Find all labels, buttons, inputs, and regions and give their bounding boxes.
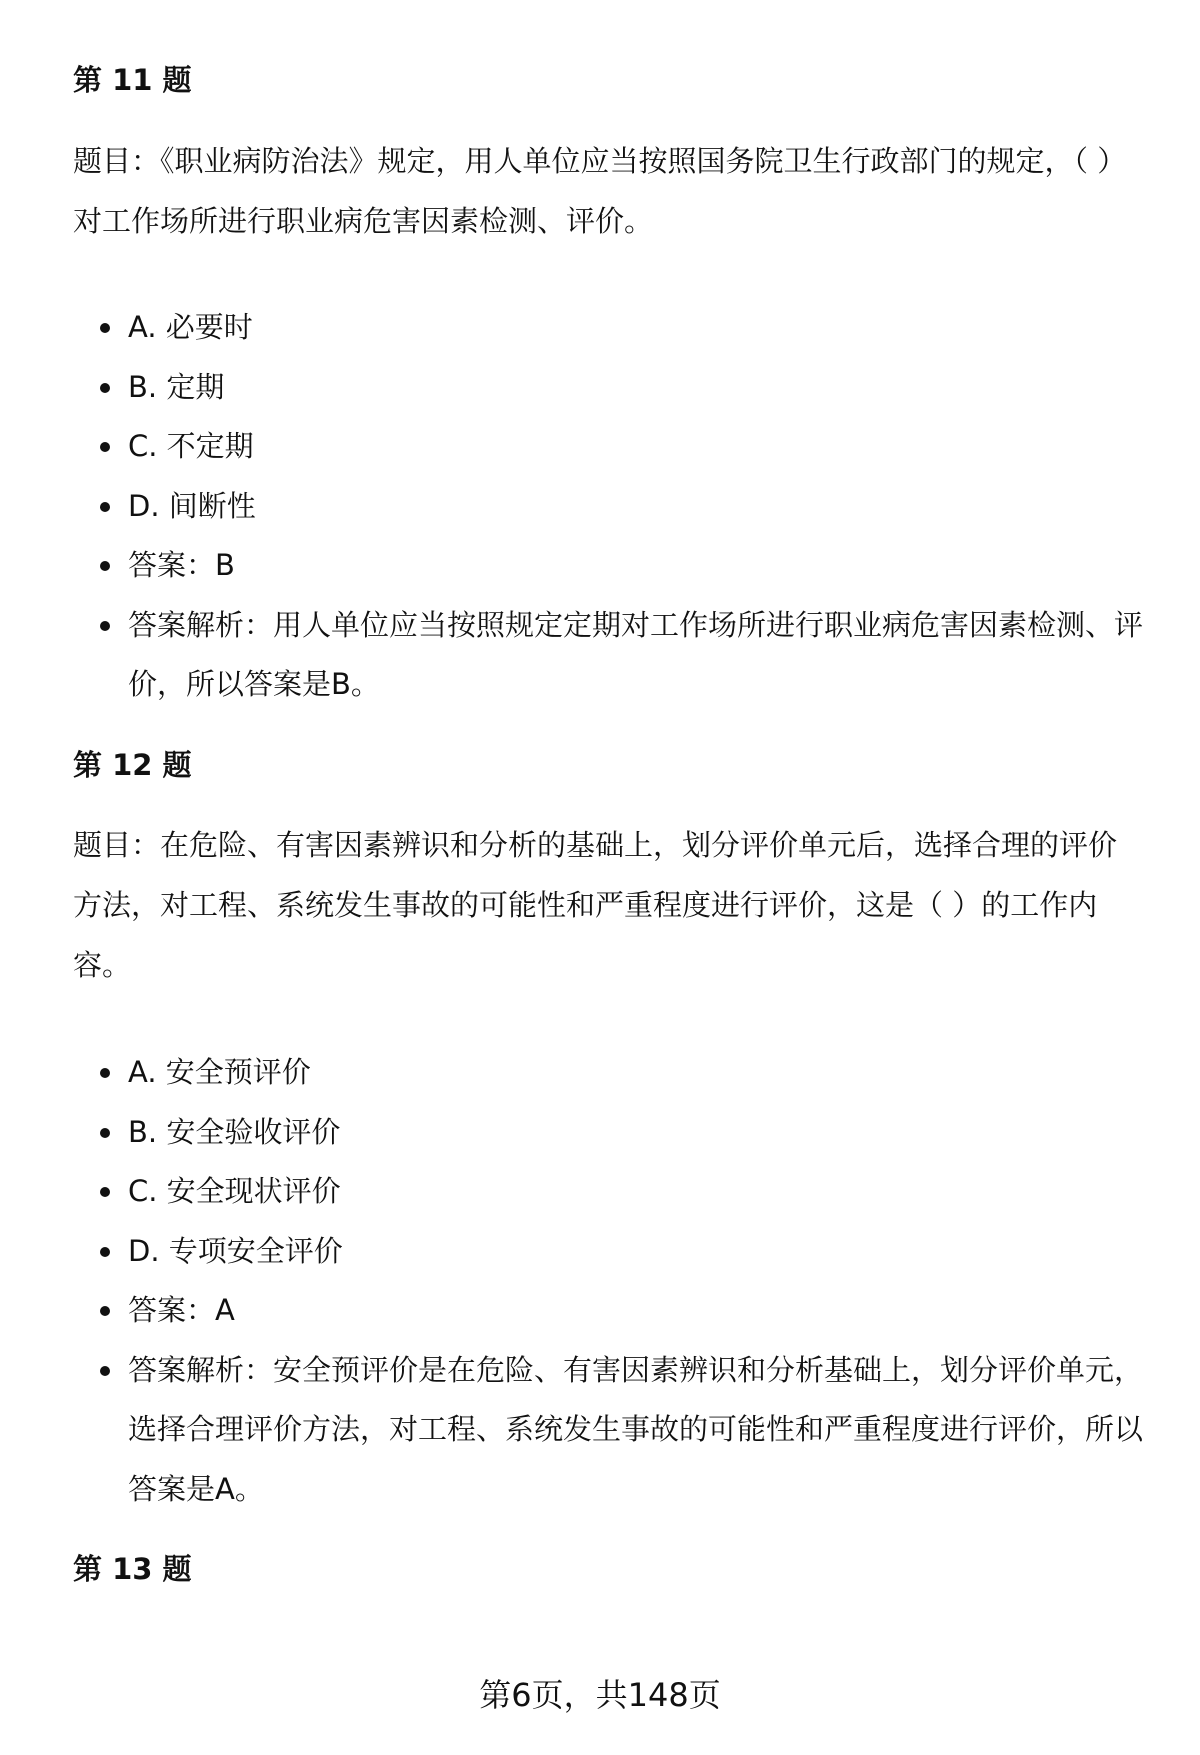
answer-text: 答案：A xyxy=(128,1293,235,1327)
question-11-heading: 第 11 题 xyxy=(73,63,192,97)
option-d xyxy=(73,477,1143,537)
question-12-stem: 题目：在危险、有害因素辨识和分析的基础上，划分评价单元后，选择合理的评价方法，对工程、系统发生事故的可能性和严重程度进行评价，这是（ ）的工作内容。 xyxy=(73,828,1118,982)
answer-line xyxy=(73,1281,1143,1341)
option-text: A. 必要时 xyxy=(128,310,253,344)
bullet-icon xyxy=(100,323,110,333)
bullet-icon xyxy=(100,561,110,571)
question-13-heading: 第 13 题 xyxy=(73,1552,192,1586)
question-12-options xyxy=(73,1043,1143,1519)
option-a xyxy=(73,298,1143,358)
option-text: C. 安全现状评价 xyxy=(128,1174,341,1208)
answer-text: 答案：B xyxy=(128,548,235,582)
option-b xyxy=(73,1103,1143,1163)
bullet-icon xyxy=(100,1187,110,1197)
option-c xyxy=(73,417,1143,477)
bullet-icon xyxy=(100,1068,110,1078)
analysis-text: 答案解析：安全预评价是在危险、有害因素辨识和分析基础上，划分评价单元，选择合理评价方法，对工程、系统发生事故的可能性和严重程度进行评价，所以答案是A。 xyxy=(128,1352,1144,1506)
option-text: D. 专项安全评价 xyxy=(128,1233,343,1268)
bullet-icon xyxy=(100,502,110,512)
option-c xyxy=(73,1162,1143,1222)
question-12-heading: 第 12 题 xyxy=(73,748,192,782)
bullet-icon xyxy=(100,1306,110,1316)
analysis-line xyxy=(73,1341,1143,1520)
option-b xyxy=(73,358,1143,418)
page-number: 第6页，共148页 xyxy=(479,1676,721,1714)
question-11-options xyxy=(73,298,1143,715)
bullet-icon xyxy=(100,383,110,393)
analysis-text: 答案解析：用人单位应当按照规定定期对工作场所进行职业病危害因素检测、评价，所以答案是B。 xyxy=(128,607,1144,701)
option-d xyxy=(73,1222,1143,1282)
question-11-stem: 题目：《职业病防治法》规定，用人单位应当按照国务院卫生行政部门的规定，（ ）对工作场所进行职业病危害因素检测、评价。 xyxy=(73,144,1127,238)
bullet-icon xyxy=(100,1128,110,1138)
option-text: B. 定期 xyxy=(128,369,225,404)
bullet-icon xyxy=(100,621,110,631)
bullet-icon xyxy=(100,1247,110,1257)
bullet-icon xyxy=(100,442,110,452)
option-a xyxy=(73,1043,1143,1103)
option-text: D. 间断性 xyxy=(128,488,256,523)
option-text: B. 安全验收评价 xyxy=(128,1114,341,1149)
bullet-icon xyxy=(100,1366,110,1376)
analysis-line xyxy=(73,596,1143,715)
option-text: C. 不定期 xyxy=(128,429,254,463)
option-text: A. 安全预评价 xyxy=(128,1055,311,1089)
answer-line xyxy=(73,536,1143,596)
